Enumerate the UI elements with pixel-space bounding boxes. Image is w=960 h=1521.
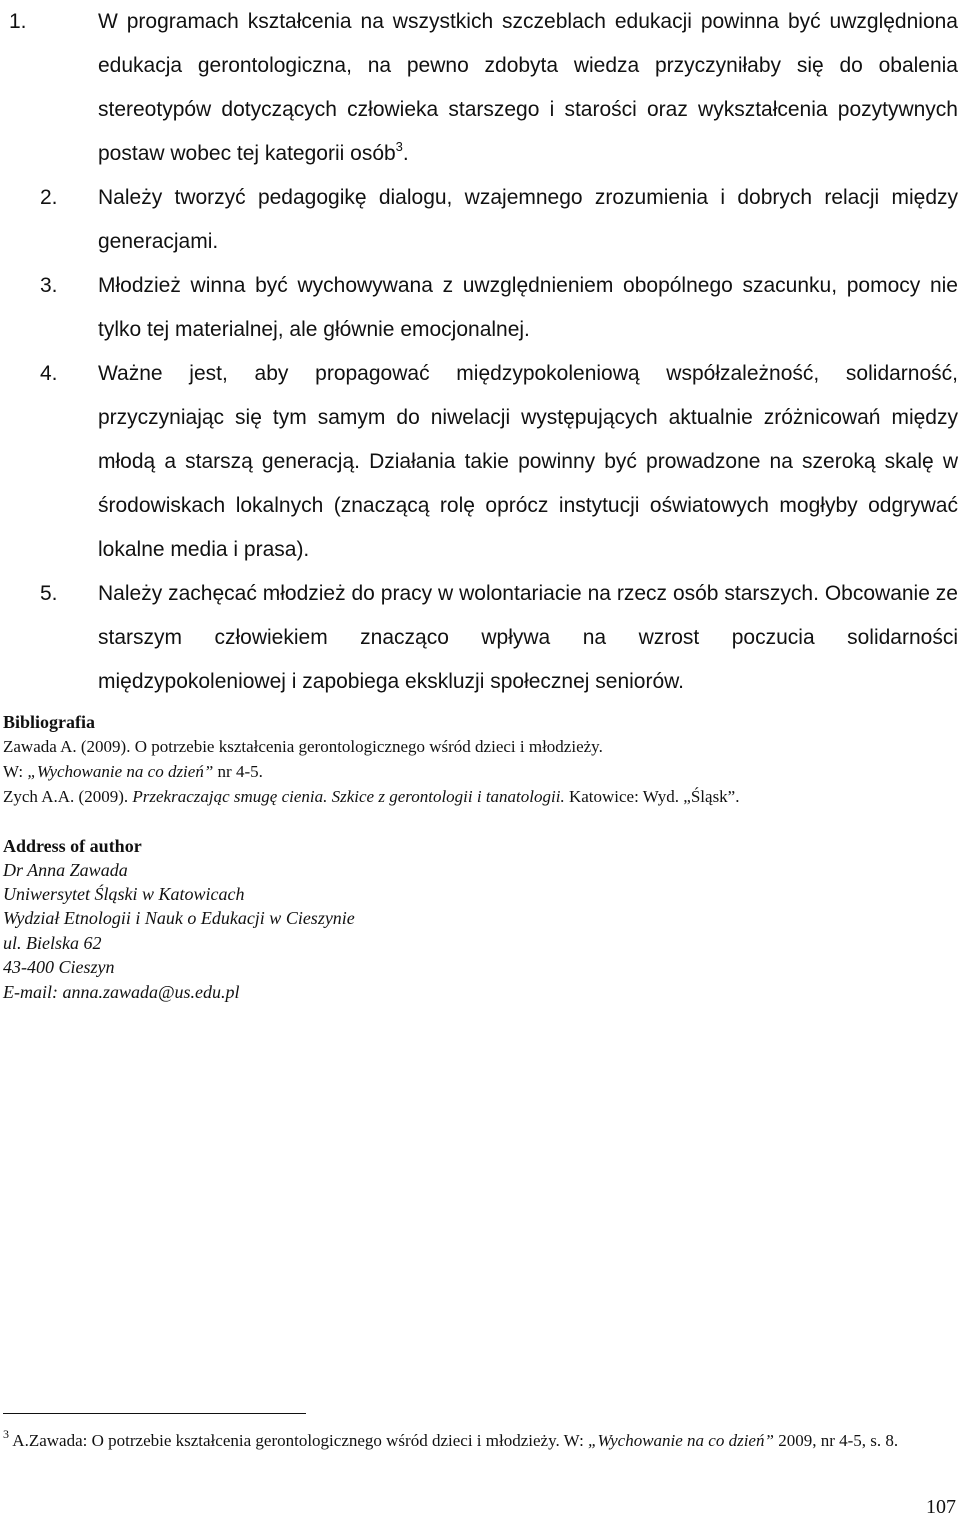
author-street: ul. Bielska 62 [3, 933, 102, 953]
footnote-reference: 3 [395, 139, 403, 154]
list-item: 1. W programach kształcenia na wszystkich szczeblach edukacji powinna być uwzględniona edukacja gerontologiczna, na pewno zdobyta wiedza przyczyniłaby się do obalenia stereotypów dotyczących człowieka starszego i starości oraz wykształcenia pozytywnych postaw wobec tej kategorii osób$^3$. [0, 0, 960, 176]
list-item [0, 572, 960, 704]
list-item-number: 3. [40, 274, 58, 297]
bibliography-entry: W: „Wychowanie na co dzień” nr 4-5. [3, 762, 263, 781]
list-item-text: W programach kształcenia na wszystkich szczeblach edukacji powinna być uwzględniona edukacja gerontologiczna, na pewno zdobyta wiedza przyczyniłaby się do obalenia stereotypów dotyczących człowieka starszego i starości oraz wykształcenia pozytywnych postaw wobec tej kategorii osób [98, 10, 958, 165]
list-item-text: Należy zachęcać młodzież do pracy w wolontariacie na rzecz osób starszych. Obcowanie ze starszym człowiekiem znacząco wpływa na wzrost poczucia solidarności międzypokoleniowej i zapobiega ekskluzji społecznej seniorów. [98, 582, 958, 693]
list-item-text: Należy tworzyć pedagogikę dialogu, wzajemnego zrozumienia i dobrych relacji między generacjami. [98, 186, 958, 253]
bibliography-entry: Zych A.A. (2009). Przekraczając smugę cienia. Szkice z gerontologii i tanatologii. Katowice: Wyd. „Śląsk”. [3, 787, 740, 806]
bibliography-entry: Zawada A. (2009). O potrzebie kształcenia gerontologicznego wśród dzieci i młodzieży. [3, 737, 603, 756]
author-city: 43-400 Cieszyn [3, 957, 115, 977]
author-faculty: Wydział Etnologii i Nauk o Edukacji w Cieszynie [3, 908, 355, 928]
footnote: $^3$ A.Zawada: O potrzebie kształcenia gerontologicznego wśród dzieci i młodzieży. W: „Wychowanie na co dzień” 2009, nr 4-5, s. 8. [3, 1427, 899, 1450]
list-item-text: Młodzież winna być wychowywana z uwzględnieniem obopólnego szacunku, pomocy nie tylko tej materialnej, ale głównie emocjonalnej. [98, 274, 958, 341]
list-item [0, 352, 960, 572]
recommendations-list [0, 0, 960, 704]
author-university: Uniwersytet Śląski w Katowicach [3, 884, 245, 904]
list-item-text: Ważne jest, aby propagować międzypokoleniową współzależność, solidarność, przyczyniając się tym samym do niwelacji występujących aktualnie zróżnicowań między młodą a starszą generacją. Działania takie powinny być prowadzone na szeroką skalę w środowiskach lokalnych (znaczącą rolę oprócz instytucji oświatowych mogłyby odgrywać lokalne media i prasa). [98, 362, 958, 561]
list-item [0, 176, 960, 264]
address-heading: Address of author [3, 836, 142, 856]
footnote-separator [3, 1413, 306, 1414]
bibliography-heading: Bibliografia [3, 712, 96, 732]
list-item-number: 4. [40, 362, 58, 385]
list-item-number: 2. [40, 186, 58, 209]
page-number: 107 [926, 1496, 956, 1518]
list-item-number: 1. [9, 10, 27, 33]
author-email[interactable]: E-mail: anna.zawada@us.edu.pl [3, 982, 240, 1002]
footnote-journal-title: „Wychowanie na co dzień” [588, 1431, 774, 1450]
list-item-number: 5. [40, 582, 58, 605]
author-name: Dr Anna Zawada [3, 860, 128, 880]
book-title: Przekraczając smugę cienia. Szkice z gerontologii i tanatologii. [132, 787, 565, 806]
footnote-mark: 3 [3, 1427, 9, 1441]
journal-title: „Wychowanie na co dzień” [27, 762, 214, 781]
list-item [0, 264, 960, 352]
